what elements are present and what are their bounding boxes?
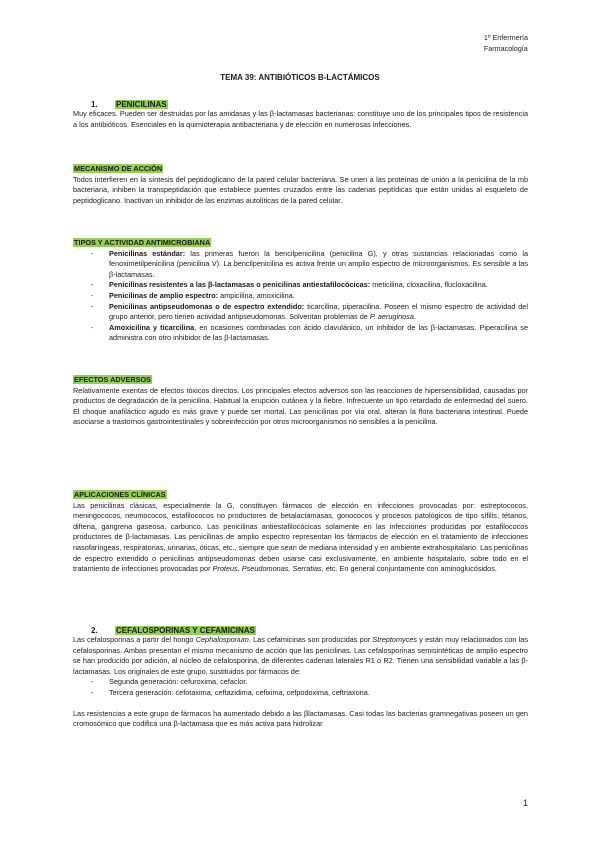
section-cefalosporinas xyxy=(73,626,528,730)
paragraph: Las penicilinas clásicas, especialmente la G, constituyen fármacos de elección en infecciones provocadas por: estreptococos, meningococos, neumococos, estafilococos no productores de betalactamasas, gonococos y procesos patológicos de tipo sífilis, tétanos, difteria, gangrena gaseosa, carbunco. Las penicilinas antiestafilocócicas solamente en las infecciones producidas por estafilococos productores de β-lactamasas. Las penicilinas de amplio espectro representan los fármacos de elección en el tratamiento de infecciones nasofaríngeas, respiratorias, urinarias, óticas, etc., siempre que sean de mediana intensidad y en ambiente extrahospitalario. Las penicilinas de espectro extendido o penicilinas antipseudomonas deben usarse casi exclusivamente, en ambiente hospitalario, sobre todo en el tratamiento de infecciones provocadas por Proteus, Pseudomonas, Serratias, etc. En general conjuntamente con aminoglucósidos. xyxy=(73,500,528,574)
paragraph: Muy eficaces. Pueden ser destruidas por las amidasas y las β-lactamasas bacterianas: constituye uno de los principales tipos de resistencia a los antibióticos. Esenciales en la quimioterapia antibacteriana y de elección en numerosas infecciones. xyxy=(73,109,528,129)
section-aplicaciones xyxy=(73,490,528,575)
list-item: - Penicilinas de amplio espectro: ampicilina, amoxicilina. xyxy=(91,290,295,300)
section-efectos xyxy=(73,375,528,428)
section-title: CEFALOSPORINAS Y CEFAMICINAS xyxy=(116,626,255,635)
list-item: - Segunda generación: cefuroxima, cefaclor. xyxy=(91,677,248,687)
page-number: 1 xyxy=(522,798,528,808)
header-course: 1º Enfermería xyxy=(483,33,528,42)
list-item: - Tercera generación: cefotaxima, ceftazidima, cefixima, cefpodoxima, ceftriaxona. xyxy=(91,687,370,697)
subsection-title: APLICACIONES CLÍNICAS xyxy=(74,490,166,499)
section-heading xyxy=(73,100,528,109)
section-mecanismo xyxy=(73,164,528,206)
document-title: TEMA 39: ANTIBIÓTICOS Β-LACTÁMICOS xyxy=(220,73,380,82)
section-penicilinas xyxy=(73,100,528,130)
paragraph: Las cefalosporinas a partir del hongo Cephalosporium. Las cefamicinas son producidas por Streptomyces y están muy relacionados con las cefalosporinas. Ambas presentan el mismo mecanismo de acción que las penicilinas. Las cefalosporinas semisintéticas de amplio espectro se han producido por adición, al núcleo de cefalosporina, de diferentes cadenas laterales R1 o R2. Tienen una sensibilidad variable a las β-lactamasas. Los originales de este grupo, sustituidos por fármacos de: xyxy=(73,635,528,676)
section-title: PENICILINAS xyxy=(116,100,167,109)
paragraph: Todos interfieren en la síntesis del peptidoglicano de la pared celular bacteriana. Se unen a las proteínas de unión a la penicilina de la mb bacteriana, inhiben la transpeptidación que establece puentes cruzados entre las cadenas peptídicas que están unidas al esqueleto de peptidoglicano. Inactivan un inhibidor de las enzimas autolíticas de la pared celular. xyxy=(73,174,528,205)
list-item: - Amoxicilina y ticarcilina, en ocasiones combinadas con ácido clavulánico, un inhibidor de las β-lactamasas. Piperacilina se administra con otro inhibidor de las β-lactamasas. xyxy=(91,322,528,343)
generations-list xyxy=(73,677,528,698)
subsection-title: TIPOS Y ACTIVIDAD ANTIMICROBIANA xyxy=(74,238,211,247)
page-header xyxy=(484,33,528,54)
penicillin-types-list xyxy=(73,249,528,344)
section-number: 1. xyxy=(91,100,98,109)
subsection-title: EFECTOS ADVERSOS xyxy=(74,375,152,384)
list-item: - Penicilinas estándar: las primeras fueron la bencilpenicilina (penicilina G), y otras sustancias relacionadas como la fenoximetilpenicilina (penicilina V). La bencilpenicilina es activa frente un amplio espectro de microorganismos. Es sensible a las β-lactamasas. xyxy=(91,248,529,279)
paragraph: Relativamente exentas de efectos tóxicos directos. Los principales efectos adversos son las reacciones de hipersensibilidad, causadas por productos de degradación de la penicilina. Habitual la erupción cutánea y la fiebre. Infrecuente un tipo retardado de enfermedad del suero. El choque anafiláctico agudo es más grave y puede ser mortal. Las penicilinas por vía oral. alteran la flora bacteriana intestinal. Puede asociarse a trastornos gastrointestinales y sobreinfección por otros microorganismos no sensibles a la penicilina. xyxy=(73,385,528,427)
list-item: - Penicilinas resistentes a las β-lactamasas o penicilinas antiestafilocócicas: meticilina, cloxacilina, flucloxacilina. xyxy=(91,280,488,290)
section-number: 2. xyxy=(91,626,98,635)
header-subject: Farmacología xyxy=(483,43,528,53)
list-item: - Penicilinas antipseudomonas o de espectro extendido: ticarcilina, piperacilina. Poseen el mismo espectro de actividad del grupo anterior, pero tienen actividad antipseudomonas. Solventan problemas de P. aeruginosa. xyxy=(91,301,528,322)
section-heading xyxy=(73,626,528,635)
section-tipos xyxy=(73,238,528,344)
subsection-title: MECANISMO DE ACCIÓN xyxy=(74,164,163,173)
paragraph: Las resistencias a este grupo de fármacos ha aumentado debido a las βlactamasas. Casi todas las bacterias gramnegativas poseen un gen cromosómico que codifica una β-lactamasa que es más activa para hidrolizar xyxy=(73,708,528,729)
